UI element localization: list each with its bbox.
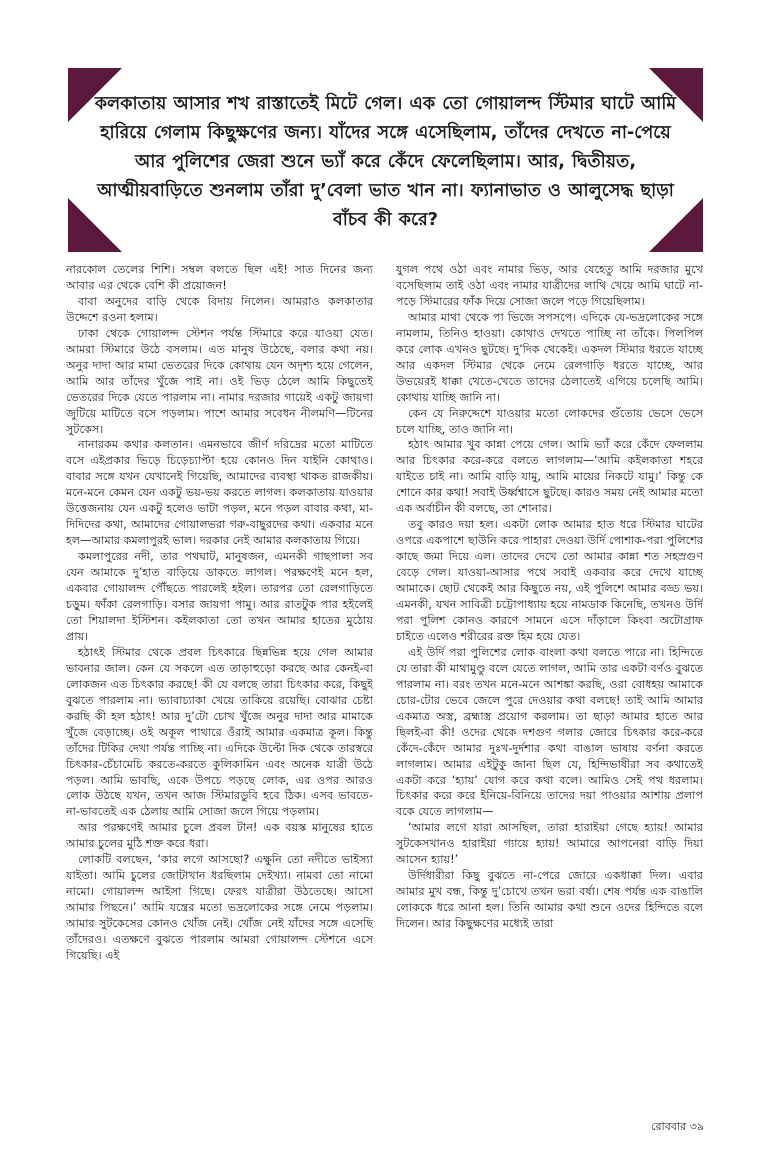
left-column xyxy=(66,262,373,1118)
right-column xyxy=(396,262,703,1118)
paragraph: কেন যে নিরুদ্দেশে যাওয়ার মতো লোকদের গুঁতোয় ভেসে ভেসে চলে যাচ্ছি, তাও জানি না। xyxy=(396,406,703,436)
page-number: ৩৯ xyxy=(689,1120,704,1133)
paragraph: ঢাকা থেকে গোয়ালন্দ স্টেশন পর্যন্ত স্টিমারে করে যাওয়া যেত। আমরা স্টিমারে উঠে বসলাম। এত মানুষ উঠেছে, বলার কথা নয়। অনুর দাদা আর মামা ভেতরের দিকে কোথায় যেন অদৃশ্য হয়ে গেলেন, আমি আর তাঁদের খুঁজে পাই না। ওই ভিড় ঠেলে আমি কিছুতেই ভেতরের দিকে যেতে পারলাম না। নামার দরজার গায়েই একটু জায়গা জুটিয়ে মাটিতে বসে পড়লাম। পাশে আমার সবেধন নীলমণি—টিনের সুটকেস। xyxy=(66,326,373,436)
paragraph: এই উর্দি পরা পুলিশের লোক বাংলা কথা বলতে পারে না। হিন্দিতে যে তারা কী মাথামুণ্ডু বলে যেতে লাগল, আমি তার একটা বর্ণও বুঝতে পারলাম না। বরং তখন মনে-মনে আশঙ্কা করছি, ওরা বোধহয় আমাকে চোর-টোর ভেবে জেলে পুরে দেওয়ার কথা বলছে! তাই আমি আমার একমাত্র অস্ত্র, ব্রহ্মাস্ত্র প্রয়োগ করলাম। তা ছাড়া আমার হাতে আর ছিলই-বা কী! ওদের থেকে দশগুণ গলার জোরে চিৎকার করে-করে কেঁদে-কেঁদে আমার দুঃখ-দুর্দশার কথা বাঙাল ভাষায় বর্ণনা করতে লাগলাম। আমার এইটুকু জানা ছিল যে, হিন্দিভাষীরা সব কথাতেই একটা করে ‘হ্যায়’ যোগ করে কথা বলে। আমিও সেই পথ ধরলাম। চিৎকার করে করে ইনিয়ে-বিনিয়ে তাদের দয়া পাওয়ার আশায় প্রলাপ বকে যেতে লাগলাম— xyxy=(396,645,703,819)
paragraph: নানারকম কথার কলতান। এমনভাবে জীর্ণ দরিদ্রের মতো মাটিতে বসে এইপ্রকার ভিড়ে চিড়েচ্যাপ্টা হয়ে কোনও দিন যাইনি কোথাও। বাবার সঙ্গে যখন যেখানেই গিয়েছি, আমাদের ব্যবস্থা থাকত রাজকীয়। মনে-মনে কেমন যেন একটু ভয়-ভয় করতে লাগল। কলকাতায় যাওয়ার উত্তেজনায় যেন একটু হলেও ভাটা পড়ল, মনে পড়ল বাবার কথা, মা-দিদিদের কথা, আমাদের গোয়ালভরা গরু-বাছুরদের কথা। একবার মনে হল—আমার কমলাপুরই ভাল। দরকার নেই আমার কলকাতায় গিয়ে। xyxy=(66,438,373,548)
paragraph: হঠাৎই স্টিমার থেকে প্রবল চিৎকারে ছিন্নভিন্ন হয়ে গেল আমার ভাবনার জাল। কেন যে সকলে এত তাড়াহুড়ো করছে আর কেনই-বা লোকজন এত চিৎকার করছে! কী যে বলছে তারা চিৎকার করে, কিছুই বুঝতে পারলাম না। ভ্যাবাচ্যাকা খেয়ে তাকিয়ে রয়েছি। বোঝার চেষ্টা করছি কী হল হঠাৎ! আর দু’টো চোখ খুঁজে অনুর দাদা আর মামাকে খুঁজে বেড়াচ্ছে। ওই অকূল পাথারে ওঁরাই আমার একমাত্র কূল। কিন্তু তাঁদের টিকির দেখা পর্যন্ত পাচ্ছি না। এদিকে উল্টো দিক থেকে তারস্বরে চিৎকার-চেঁচামেচি করতে-করতে কুলিকামিন এবং অনেক যাত্রী উঠে পড়ল। আমি ভাবছি, একে উপচে পড়ছে লোক, এর ওপর আরও লোক উঠছে যখন, তখন আজ স্টিমারডুবি হবে ঠিক। এসব ভাবতে- না-ভাবতেই এক ঠেলায় আমি সোজা জলে গিয়ে পড়লাম। xyxy=(66,645,373,819)
paragraph: হঠাৎ আমার খুব কান্না পেয়ে গেল। আমি ভ্যাঁ করে কেঁদে ফেললাম আর চিৎকার করে-করে বলতে লাগলাম—‘আমি কইলকাতা শহরে যাইতে চাই না। আমি বাড়ি যামু, আমি মায়ের নিকটে যামু।’ কিন্তু কে শোনে কার কথা! সবাই উর্ধ্বশ্বাসে ছুটছে। কারও সময় নেই আমার মতো এক অর্বাচীন কী বলছে, তা শোনার। xyxy=(396,438,703,516)
paragraph: লোকটি বলছেন, ‘কার লগে আসছো? এক্ষুনি তো নদীতে ভাইস্যা যাইতা। আমি চুলের জোটাখান ধরছিলাম দেইখ্যা। নামবা তো নামো নামো। গোয়ালন্দ আইসা গিছে। ফেরৎ যাত্রীরা উঠতেছে। আসো আমার পিছনে।’ আমি যন্ত্রের মতো ভদ্রলোকের সঙ্গে নেমে পড়লাম। আমার সুটকেসের কোনও খোঁজ নেই। খোঁজ নেই যাঁদের সঙ্গে এসেছি তাঁদেরও। এতক্ষণে বুঝতে পারলাম আমরা গোয়ালন্দ স্টেশনে এসে গিয়েছি। এই xyxy=(66,853,373,962)
paragraph: নারকোল তেলের শিশি। সম্বল বলতে ছিল এই! সাত দিনের জন্য আবার এর থেকে বেশি কী প্রয়োজন! xyxy=(66,263,373,292)
paragraph: আমার মাথা থেকে পা ভিজে সপসপে। এদিকে যে-ভদ্রলোকের সঙ্গে নামলাম, তিনিও হাওয়া। কোথাও দেখতে পাচ্ছি না তাঁকে। পিলপিল করে লোক এখনও ছুটছে। দু’দিক থেকেই। একদল স্টিমার ধরতে যাচ্ছে আর একদল স্টিমার থেকে নেমে রেলগাড়ি ধরতে যাচ্ছে, আর উভয়েরই ধাক্কা খেতে-খেতে তাদের ঠেলাতেই এগিয়ে চলেছি আমি। কোথায় যাচ্ছি জানি না। xyxy=(396,310,703,404)
paragraph: আর পরক্ষণেই আমার চুলে প্রবল টান! এক বয়স্ক মানুষের হাতে আমার চুলের মুঠি শক্ত করে ধরা। xyxy=(66,821,373,851)
paragraph: তবু কারও দয়া হল। একটা লোক আমার হাত ধরে স্টিমার ঘাটের ওপরে একপাশে ছাউনি করে পাহারা দেওয়া উর্দি পোশাক-পরা পুলিশের কাছে জমা দিয়ে এল। তাদের দেখে তো আমার কান্না শত সহস্রগুণ বেড়ে গেল। যাওয়া-আসার পথে সবাই একবার করে দেখে যাচ্ছে আমাকে। ছোট থেকেই আর কিছুতে নয়, এই পুলিশে আমার বড্ড ভয়। এমনকী, যখন সাবিত্রী চট্টোপাধ্যায় হয়ে নামডাক কিনেছি, তখনও উর্দি পরা পুলিশ কোনও কারণে সামনে এসে দাঁড়ালে কিংবা অটোগ্রাফ চাইতে এলেও শরীরের রক্ত হিম হয়ে যেত। xyxy=(396,518,703,643)
article-body xyxy=(66,262,703,1118)
paragraph: যুগল পথে ওঠা এবং নামার ভিড়, আর যেহেতু আমি দরজার মুখে বসেছিলাম তাই ওঠা এবং নামার যাত্রীদের লাথি খেয়ে আমি ঘাটে না-পড়ে স্টিমারের ফাঁক দিয়ে সোজা জলে পড়ে গিয়েছিলাম। xyxy=(396,263,703,308)
page-footer xyxy=(651,1118,704,1137)
paragraph: বাবা অনুদের বাড়ি থেকে বিদায় নিলেন। আমরাও কলকাতার উদ্দেশে রওনা হলাম। xyxy=(66,294,373,324)
paragraph: কমলাপুরের নদী, তার পথঘাট, মানুষজন, এমনকী গাছপালা সব যেন আমাকে দু’হাত বাড়িয়ে ডাকতে লাগল। পরক্ষণেই মনে হল, একবার গোয়ালন্দ পৌঁছতে পারলেই হইল। তারপর তো রেলগাড়িতে চড়ুম। ফাঁকা রেলগাড়ি। বসার জায়গা পামু। আর রাতটুক পার হইলেই তো শিয়ালদা ইস্টিশন। কইলকাতা তো তখন আমার হাতের মুঠোয় প্রায়। xyxy=(66,550,373,643)
pull-quote-text: কলকাতায় আসার শখ রাস্তাতেই মিটে গেল। এক তো গোয়ালন্দ স্টিমার ঘাটে আমি হারিয়ে গেলাম কিছুক্ষণের জন্য। যাঁদের সঙ্গে এসেছিলাম, তাঁদের দেখতে না-পেয়ে আর পুলিশের জেরা শুনে ভ্যাঁ করে কেঁদে ফেলেছিলাম। আর, দ্বিতীয়ত, আত্মীয়বাড়িতে শুনলাম তাঁরা দু’বেলা ভাত খান না। ফ্যানাভাত ও আলুসেদ্ধ ছাড়া বাঁচব কী করে? xyxy=(94,94,677,230)
paragraph: উর্দিধারীরা কিছু বুঝতে না-পেরে জোরে একধাক্কা দিল। এবার আমার মুখ বন্ধ, কিন্তু দু’চোখে তখন ভরা বর্ষা। শেষ পর্যন্ত এক বাঙালি লোককে ধরে আনা হল। তিনি আমার কথা শুনে ওদের হিন্দিতে বলে দিলেন। আর কিছুক্ষণের মধ্যেই তারা xyxy=(396,869,703,931)
paragraph: ‘আমার লগে যারা আসছিল, তারা হারাইয়া গেছে হ্যায়! আমার সুটকেসখানও হারাইয়া গ্যায়ে হ্যায়! আমারে আপনেরা বাড়ি দিয়া আসেন হ্যায়!’ xyxy=(396,821,703,867)
magazine-name: রোববার xyxy=(651,1120,687,1133)
pull-quote xyxy=(68,68,703,252)
